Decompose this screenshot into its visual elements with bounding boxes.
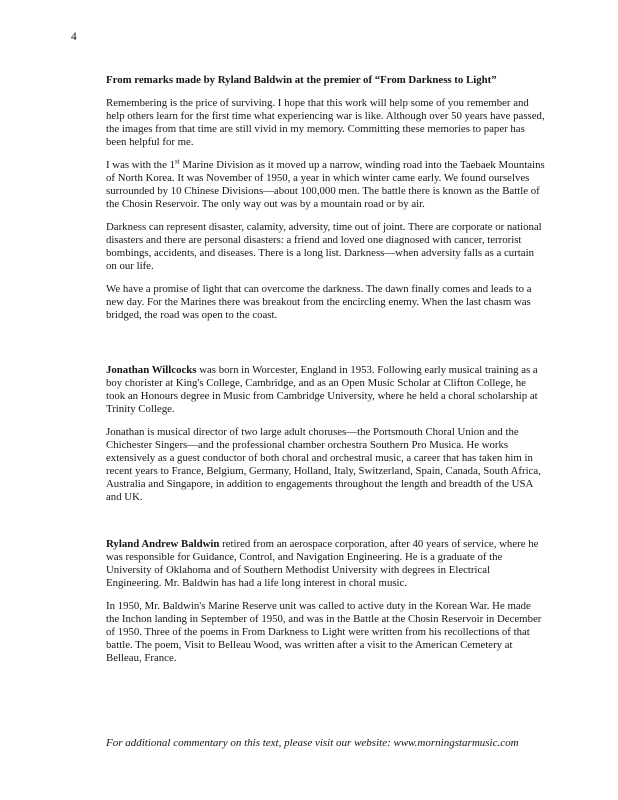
bio-willcocks-section xyxy=(106,364,545,504)
remarks-paragraph-1: Remembering is the price of surviving. I hope that this work will help some of you remember and help others learn for the first time what experiencing war is like. Although over 50 years have passed, the images from that time are still vivid in my memory. Committing these memories to paper has been helpful for me. xyxy=(106,97,545,148)
bio-willcocks-name: Jonathan Willcocks xyxy=(106,364,197,376)
remarks-paragraph-3: Darkness can represent disaster, calamity, adversity, time out of joint. There are corporate or national disasters and there are personal disasters: a friend and loved one diagnosed with cancer, terrorist bombings, accidents, and diseases. There is a long list. Darkness—when adversity falls as a curtain on our life. xyxy=(106,221,542,272)
ordinal-superscript: st xyxy=(174,157,180,166)
remarks-paragraph-2-start: I was with the 1 xyxy=(106,159,175,171)
bio-baldwin-name: Ryland Andrew Baldwin xyxy=(106,538,220,550)
bio-baldwin-section xyxy=(106,538,545,665)
bio-willcocks-paragraph-2: Jonathan is musical director of two large adult choruses—the Portsmouth Choral Union and the Chichester Singers—and the professional chamber orchestra Southern Pro Musica. He works extensively as a guest conductor of both choral and orchestral music, a career that has taken him in recent years to France, Belgium, Germany, Holland, Italy, Switzerland, Spain, Canada, South Africa, Australia and Singapore, in addition to engagements throughout the length and breadth of the USA and UK. xyxy=(106,426,541,503)
bio-willcocks-paragraph-1 xyxy=(106,364,545,416)
remarks-paragraph-2-rest: Marine Division as it moved up a narrow, winding road into the Taebaek Mountains of North Korea. It was November of 1950, a year in which winter came early. We found ourselves surrounded by 10 Chinese Divisions—about 100,000 men. The battle there is known as the Battle of the Chosin Reservoir. The only way out was by a mountain road or by air. xyxy=(106,159,545,210)
remarks-heading: From remarks made by Ryland Baldwin at the premier of “From Darkness to Light” xyxy=(106,74,497,86)
bio-baldwin-paragraph-2: In 1950, Mr. Baldwin's Marine Reserve unit was called to active duty in the Korean War. He made the Inchon landing in September of 1950, and was in the Battle at the Chosin Reservoir in December of 1950. Three of the poems in From Darkness to Light were written from his recollections of that battle. The poem, Visit to Belleau Wood, was written after a visit to the American Cemetery at Belleau, France. xyxy=(106,600,542,664)
page-number: 4 xyxy=(71,31,77,43)
remarks-paragraph-2 xyxy=(106,159,545,211)
footer-note: For additional commentary on this text, please visit our website: www.morningstarmusic.com xyxy=(106,737,519,749)
remarks-paragraph-4: We have a promise of light that can overcome the darkness. The dawn finally comes and leads to a new day. For the Marines there was breakout from the encircling enemy. When the last chasm was bridged, the road was open to the coast. xyxy=(106,283,532,321)
bio-baldwin-paragraph-1-text: retired from an aerospace corporation, after 40 years of service, where he was responsible for Guidance, Control, and Navigation Engineering. He is a graduate of the University of Oklahoma and of Southern Methodist University with degrees in Electrical Engineering. Mr. Baldwin has had a life long interest in choral music. xyxy=(106,538,539,589)
bio-willcocks-paragraph-1-text: was born in Worcester, England in 1953. Following early musical training as a boy chorister at King's College, Cambridge, and as an Open Music Scholar at Clifton College, he took an Honours degree in Music from Cambridge University, where he held a choral scholarship at Trinity College. xyxy=(106,364,538,415)
bio-baldwin-paragraph-1 xyxy=(106,538,545,590)
